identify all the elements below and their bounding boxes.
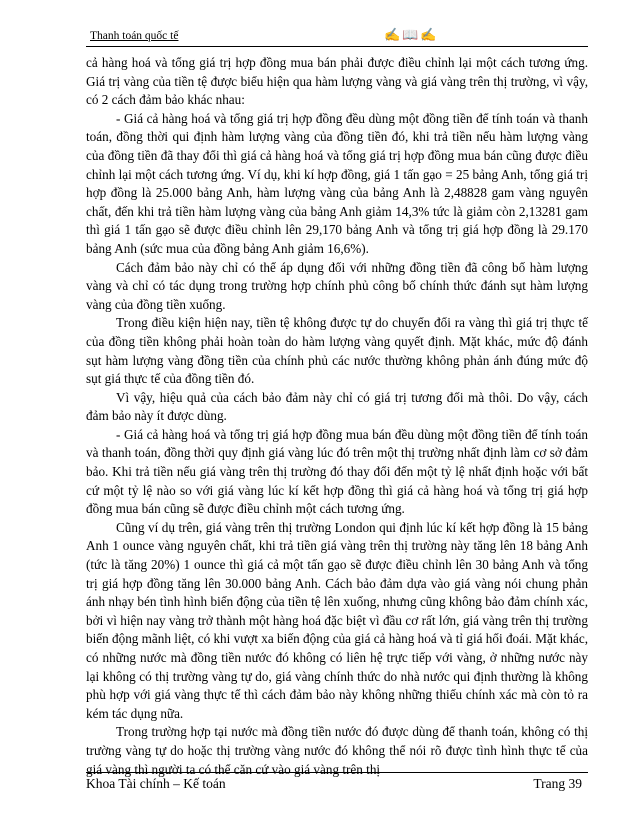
- paragraph: Vì vậy, hiệu quả của cách bảo đảm này chỉ có giá trị tương đối mà thôi. Do vậy, cách đảm bảo này ít được dùng.: [86, 389, 588, 424]
- paragraph: cả hàng hoá và tổng giá trị hợp đồng mua bán phải được điều chỉnh lại một cách tương ứng. Giá trị vàng của tiền tệ được biểu hiện qua hàm lượng vàng và giá vàng trên thị trường, vì vậy, có 2 cách đảm bảo khác nhau:: [86, 55, 588, 108]
- footer-department: Khoa Tài chính – Kế toán: [86, 776, 226, 791]
- paragraph: Trong trường hợp tại nước mà đồng tiền nước đó được dùng để thanh toán, không có thị trường vàng tự do hoặc thị trường vàng nước đó không thể nói rõ được tình hình thực tế của giá vàng thì người ta có thể căn cứ vào giá vàng trên thị: [86, 724, 588, 777]
- paragraph: - Giá cả hàng hoá và tổng giá trị hợp đồng đều dùng một đồng tiền để tính toán và thanh toán, đồng thời qui định hàm lượng vàng của đồng tiền đó, khi trả tiền nếu hàm lượng vàng của đồng tiền đã thay đổi thì giá cả hàng hoá và tổng giá trị hợp đồng mua bán cũng được điều chỉnh lại một cách tương ứng. Ví dụ, khi kí hợp đồng, giá 1 tấn gạo = 25 bảng Anh, tổng giá trị hợp đồng là 25.000 bảng Anh, hàm lượng vàng của bảng Anh là 2,48828 gam vàng nguyên chất, đến khi trả tiền hàm lượng vàng của bảng Anh giảm 14,3% tức là giảm còn 2,13281 gam thì giá 1 tấn gạo sẽ được điều chỉnh lên 29,170 bảng Anh và tổng trị giá hợp đồng là 29.170 bảng Anh (sức mua của đồng bảng Anh giảm 16,6%).: [86, 110, 588, 256]
- paragraph: Cách đảm bảo này chỉ có thể áp dụng đối với những đồng tiền đã công bố hàm lượng vàng và chỉ có tác dụng trong trường hợp chính phủ công bố chính thức đánh sụt hàm lượng vàng của đồng tiền xuống.: [86, 259, 588, 312]
- header-divider: [86, 46, 588, 47]
- paragraph: Cũng ví dụ trên, giá vàng trên thị trường London qui định lúc kí kết hợp đồng là 15 bảng Anh 1 ounce vàng nguyên chất, khi trả tiền giá vàng trên thị trường này tăng lên 18 bảng Anh (tức là tăng 20%) 1 ounce thì giá cả một tấn gạo sẽ được điều chỉnh lên 30 bảng Anh và tổng trị giá hợp đồng tăng lên 30.000 bảng Anh. Cách bảo đảm dựa vào giá vàng nói chung phản ánh nhạy bén tình hình biến động của tiền tệ lên xuống, nhưng cũng không bảo đảm chính xác, bởi vì hiện nay vàng trở thành một hàng hoá đặc biệt vì đầu cơ rất lớn, giá vàng trên thị trường biến động mãnh liệt, có khi vượt xa biến động của giá cả hàng hoá và tỉ giá hối đoái. Mặt khác, có những nước mà đồng tiền nước đó không có liên hệ trực tiếp với vàng, ở những nước này lại không có thị trường vàng tự do, giá vàng chính thức do nhà nước qui định thường là không phù hợp với giá vàng thực tế thì cách đảm bảo này không những thiếu chính xác mà còn tỏ ra kém tác dụng nữa.: [86, 519, 588, 721]
- page-number: Trang 39: [533, 776, 582, 791]
- page-footer: [86, 772, 588, 794]
- body-text: [86, 54, 588, 777]
- paragraph: - Giá cả hàng hoá và tổng trị giá hợp đồng mua bán đều dùng một đồng tiền để tính toán và thanh toán, đồng thời quy định giá vàng lúc đó trên một thị trường nhất định làm cơ sở đảm bảo. Khi trả tiền nếu giá vàng trên thị trường đó thay đổi đến một tỷ lệ nhất định hoặc với bất cứ một tỷ lệ nào so với giá vàng lúc kí kết hợp đồng thì giá cả hàng hoá và tổng trị giá hợp đồng mua bán cũng sẽ được điều chỉnh một cách tương ứng.: [86, 426, 588, 517]
- page-header: [86, 26, 588, 48]
- header-title: Thanh toán quốc tế: [90, 30, 179, 42]
- footer-divider: [86, 772, 588, 773]
- header-decoration-icon: ✍📖✍: [384, 27, 439, 42]
- paragraph: Trong điều kiện hiện nay, tiền tệ không được tự do chuyển đổi ra vàng thì giá trị thực tế của đồng tiền không phải hoàn toàn do hàm lượng vàng quyết định. Mặt khác, mức độ đánh sụt hàm lượng vàng đồng tiền của chính phủ các nước thường không phản ánh đúng mức độ sụt giá thực tế của đồng tiền đó.: [86, 315, 588, 387]
